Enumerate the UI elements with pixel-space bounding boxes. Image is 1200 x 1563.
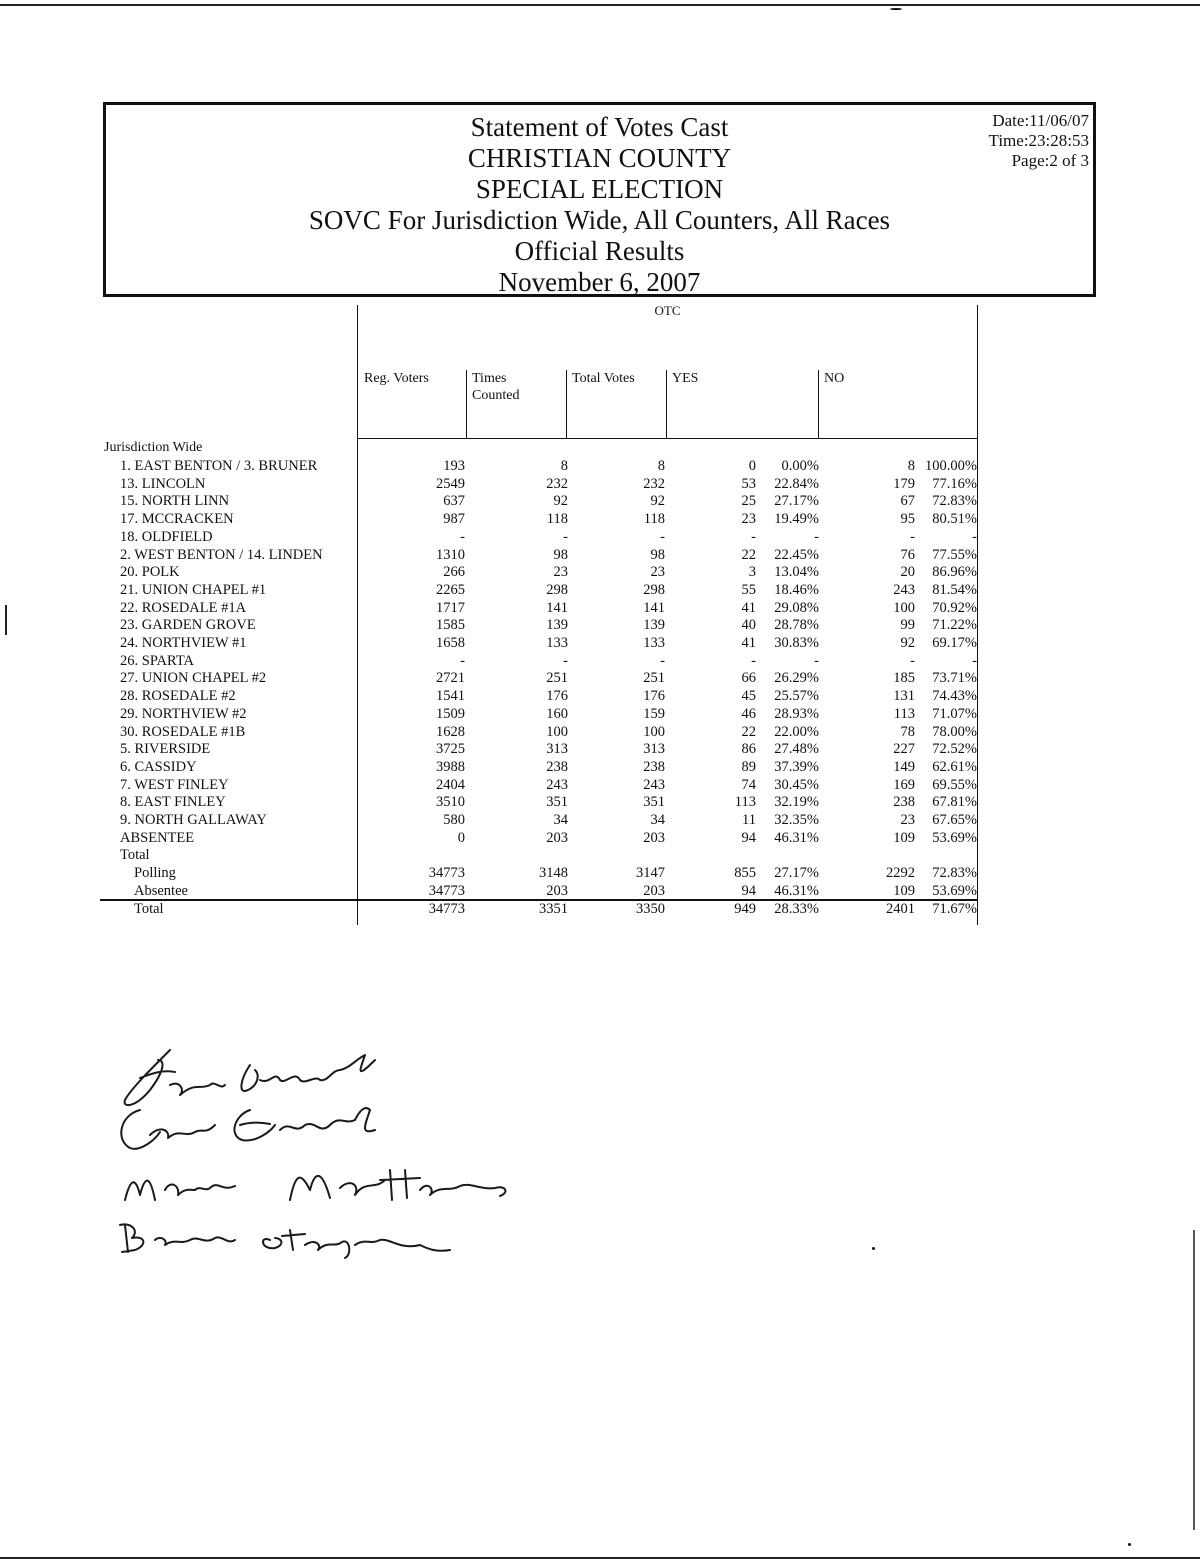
no-count-cell: 95 <box>900 511 915 527</box>
no-count-cell: 109 <box>893 883 915 899</box>
reg-voters-cell: 3988 <box>436 759 465 775</box>
no-count-cell: 2401 <box>886 901 915 917</box>
yes-percent-cell: 32.19% <box>774 794 819 810</box>
no-count-cell: 113 <box>893 706 915 722</box>
no-count-cell: 109 <box>893 830 915 846</box>
table-row <box>104 528 979 546</box>
yes-count-cell: 55 <box>741 582 756 598</box>
county-name: CHRISTIAN COUNTY <box>467 143 732 173</box>
table-row <box>104 723 979 741</box>
no-percent-cell: 77.16% <box>932 476 977 492</box>
reg-voters-cell: 1585 <box>436 617 465 633</box>
yes-percent-cell: 30.83% <box>774 635 819 651</box>
reg-voters-cell: 1310 <box>436 547 465 563</box>
no-count-cell: - <box>910 529 915 545</box>
times-counted-cell: 313 <box>546 741 568 757</box>
yes-percent-cell: 22.00% <box>774 724 819 740</box>
yes-count-cell: 89 <box>741 759 756 775</box>
total-votes-cell: - <box>660 529 665 545</box>
reg-voters-cell: 2404 <box>436 777 465 793</box>
signature-block <box>110 1040 550 1270</box>
precinct-name: 27. UNION CHAPEL #2 <box>120 670 267 686</box>
reg-voters-cell: 1717 <box>436 600 465 616</box>
no-percent-cell: - <box>972 529 977 545</box>
times-counted-cell: 3351 <box>539 901 568 917</box>
times-counted-cell: 298 <box>546 582 568 598</box>
report-title: Statement of Votes Cast <box>470 112 729 142</box>
column-header-reg-voters: Reg. Voters <box>364 371 429 386</box>
no-percent-cell: 69.55% <box>932 777 977 793</box>
table-row <box>104 864 979 882</box>
yes-percent-cell: 28.33% <box>774 901 819 917</box>
no-percent-cell: 81.54% <box>932 582 977 598</box>
total-votes-cell: 118 <box>643 511 665 527</box>
yes-percent-cell: 32.35% <box>774 812 819 828</box>
total-votes-cell: 139 <box>643 617 665 633</box>
scan-bottom-edge <box>0 1557 1200 1559</box>
no-count-cell: 20 <box>900 564 915 580</box>
table-row <box>104 793 979 811</box>
no-percent-cell: 72.83% <box>932 865 977 881</box>
no-count-cell: 76 <box>900 547 915 563</box>
header-rule <box>358 438 977 439</box>
no-percent-cell: 71.07% <box>932 706 977 722</box>
times-counted-cell: 141 <box>546 600 568 616</box>
no-percent-cell: 86.96% <box>932 564 977 580</box>
precinct-name: Polling <box>134 865 176 881</box>
precinct-name: 23. GARDEN GROVE <box>120 617 256 633</box>
column-divider <box>566 370 567 438</box>
total-votes-cell: 23 <box>650 564 665 580</box>
totals-label-text: Total <box>120 847 150 863</box>
precinct-name: 29. NORTHVIEW #2 <box>120 706 247 722</box>
no-count-cell: 92 <box>900 635 915 651</box>
times-counted-cell: 3148 <box>539 865 568 881</box>
column-header-total-votes: Total Votes <box>572 371 635 386</box>
reg-voters-cell: 1658 <box>436 635 465 651</box>
column-header-no: NO <box>824 371 845 386</box>
signature-4 <box>120 1224 450 1258</box>
yes-percent-cell: 29.08% <box>774 600 819 616</box>
table-row <box>104 740 979 758</box>
yes-percent-cell: 27.48% <box>774 741 819 757</box>
yes-percent-cell: - <box>814 529 819 545</box>
no-count-cell: 149 <box>893 759 915 775</box>
yes-percent-cell: 18.46% <box>774 582 819 598</box>
total-votes-cell: 238 <box>643 759 665 775</box>
totals-rule-thick <box>100 899 977 901</box>
total-votes-cell: 298 <box>643 582 665 598</box>
table-row <box>104 705 979 723</box>
signature-2 <box>121 1108 375 1149</box>
total-votes-cell: 243 <box>643 777 665 793</box>
yes-percent-cell: 13.04% <box>774 564 819 580</box>
times-counted-cell: 232 <box>546 476 568 492</box>
no-count-cell: 99 <box>900 617 915 633</box>
total-votes-cell: 203 <box>643 883 665 899</box>
table-row <box>104 581 979 599</box>
no-count-cell: 169 <box>893 777 915 793</box>
yes-count-cell: 949 <box>734 901 756 917</box>
report-time: Time:23:28:53 <box>988 131 1089 150</box>
reg-voters-cell: 2549 <box>436 476 465 492</box>
table-row <box>104 811 979 829</box>
times-counted-cell: 203 <box>546 830 568 846</box>
no-count-cell: 243 <box>893 582 915 598</box>
reg-voters-cell: 266 <box>443 564 465 580</box>
column-header-times-counted: Times Counted <box>472 371 520 403</box>
yes-percent-cell: 25.57% <box>774 688 819 704</box>
yes-count-cell: 11 <box>742 812 756 828</box>
times-counted-cell: 176 <box>546 688 568 704</box>
times-counted-cell: 251 <box>546 670 568 686</box>
no-percent-cell: 71.22% <box>932 617 977 633</box>
precinct-name: 13. LINCOLN <box>120 476 206 492</box>
no-percent-cell: 62.61% <box>932 759 977 775</box>
precinct-name: 7. WEST FINLEY <box>120 777 229 793</box>
times-counted-cell: 133 <box>546 635 568 651</box>
total-votes-cell: 3147 <box>636 865 665 881</box>
column-divider <box>818 370 819 438</box>
total-votes-cell: 251 <box>643 670 665 686</box>
times-counted-cell: 98 <box>553 547 568 563</box>
precinct-name: Total <box>134 901 164 917</box>
times-counted-cell: 203 <box>546 883 568 899</box>
election-date: November 6, 2007 <box>498 267 701 297</box>
no-count-cell: 179 <box>893 476 915 492</box>
table-row <box>104 882 979 900</box>
yes-percent-cell: 46.31% <box>774 883 819 899</box>
yes-count-cell: 40 <box>741 617 756 633</box>
no-count-cell: 67 <box>900 493 915 509</box>
precinct-name: 24. NORTHVIEW #1 <box>120 635 247 651</box>
no-percent-cell: 77.55% <box>932 547 977 563</box>
table-row <box>104 758 979 776</box>
yes-percent-cell: 27.17% <box>774 865 819 881</box>
yes-percent-cell: 46.31% <box>774 830 819 846</box>
table-row <box>104 492 979 510</box>
reg-voters-cell: 34773 <box>428 865 465 881</box>
yes-count-cell: 22 <box>741 724 756 740</box>
no-count-cell: 78 <box>900 724 915 740</box>
reg-voters-cell: 3725 <box>436 741 465 757</box>
times-counted-cell: 351 <box>546 794 568 810</box>
scan-speck <box>1128 1543 1131 1546</box>
precinct-name: 6. CASSIDY <box>120 759 197 775</box>
times-counted-cell: 8 <box>560 458 568 474</box>
yes-percent-cell: 19.49% <box>774 511 819 527</box>
times-counted-cell: 34 <box>553 812 568 828</box>
scan-mark <box>1193 1230 1195 1530</box>
yes-count-cell: - <box>751 653 756 669</box>
precinct-name: 5. RIVERSIDE <box>120 741 211 757</box>
precinct-name: 9. NORTH GALLAWAY <box>120 812 267 828</box>
reg-voters-cell: 34773 <box>428 883 465 899</box>
total-votes-cell: 98 <box>650 547 665 563</box>
report-header <box>103 102 1096 297</box>
yes-count-cell: 23 <box>741 511 756 527</box>
reg-voters-cell: - <box>460 529 465 545</box>
table-row <box>104 687 979 705</box>
total-votes-cell: 3350 <box>636 901 665 917</box>
precinct-name: 26. SPARTA <box>120 653 194 669</box>
no-count-cell: 185 <box>893 670 915 686</box>
no-count-cell: 100 <box>893 600 915 616</box>
no-count-cell: 23 <box>900 812 915 828</box>
election-type: SPECIAL ELECTION <box>475 174 724 204</box>
total-votes-cell: 100 <box>643 724 665 740</box>
total-votes-cell: 232 <box>643 476 665 492</box>
column-divider <box>466 370 467 438</box>
yes-count-cell: 86 <box>741 741 756 757</box>
table-row <box>104 829 979 847</box>
total-votes-cell: 92 <box>650 493 665 509</box>
yes-percent-cell: 27.17% <box>774 493 819 509</box>
total-votes-cell: - <box>660 653 665 669</box>
reg-voters-cell: 1541 <box>436 688 465 704</box>
precinct-name: 18. OLDFIELD <box>120 529 213 545</box>
yes-count-cell: 22 <box>741 547 756 563</box>
yes-count-cell: 94 <box>741 830 756 846</box>
yes-percent-cell: 28.93% <box>774 706 819 722</box>
no-count-cell: 227 <box>893 741 915 757</box>
report-scope: SOVC For Jurisdiction Wide, All Counters, All Races <box>308 205 891 235</box>
totals-label <box>104 846 979 864</box>
precinct-name: ABSENTEE <box>120 830 195 846</box>
reg-voters-cell: 193 <box>443 458 465 474</box>
signature-1 <box>125 1050 375 1105</box>
reg-voters-cell: 2721 <box>436 670 465 686</box>
page-number: Page:2 of 3 <box>1011 151 1089 170</box>
total-votes-cell: 133 <box>643 635 665 651</box>
no-percent-cell: - <box>972 653 977 669</box>
reg-voters-cell: 2265 <box>436 582 465 598</box>
yes-count-cell: 45 <box>741 688 756 704</box>
total-votes-cell: 176 <box>643 688 665 704</box>
yes-count-cell: 94 <box>741 883 756 899</box>
table-row <box>104 776 979 794</box>
table-row <box>104 510 979 528</box>
reg-voters-cell: - <box>460 653 465 669</box>
report-date: Date:11/06/07 <box>992 111 1089 130</box>
precinct-name: 20. POLK <box>120 564 180 580</box>
yes-percent-cell: 28.78% <box>774 617 819 633</box>
times-counted-cell: 139 <box>546 617 568 633</box>
yes-percent-cell: 22.45% <box>774 547 819 563</box>
table-row <box>104 475 979 493</box>
precinct-name: 17. MCCRACKEN <box>120 511 234 527</box>
reg-voters-cell: 1509 <box>436 706 465 722</box>
table-row <box>104 634 979 652</box>
yes-percent-cell: - <box>814 653 819 669</box>
no-percent-cell: 100.00% <box>925 458 977 474</box>
times-counted-cell: - <box>563 653 568 669</box>
yes-percent-cell: 0.00% <box>781 458 819 474</box>
yes-count-cell: 66 <box>741 670 756 686</box>
table-row <box>104 616 979 634</box>
table-row <box>104 546 979 564</box>
reg-voters-cell: 1628 <box>436 724 465 740</box>
yes-count-cell: 3 <box>748 564 756 580</box>
precinct-name: 2. WEST BENTON / 14. LINDEN <box>120 547 323 563</box>
times-counted-cell: 118 <box>546 511 568 527</box>
section-label: Jurisdiction Wide <box>104 440 203 455</box>
total-votes-cell: 203 <box>643 830 665 846</box>
signature-3 <box>125 1170 505 1200</box>
times-counted-cell: 100 <box>546 724 568 740</box>
total-votes-cell: 8 <box>657 458 665 474</box>
total-votes-cell: 351 <box>643 794 665 810</box>
yes-count-cell: - <box>751 529 756 545</box>
times-counted-cell: 23 <box>553 564 568 580</box>
times-counted-cell: - <box>563 529 568 545</box>
yes-percent-cell: 37.39% <box>774 759 819 775</box>
yes-count-cell: 41 <box>741 635 756 651</box>
reg-voters-cell: 580 <box>443 812 465 828</box>
no-count-cell: - <box>910 653 915 669</box>
yes-count-cell: 74 <box>741 777 756 793</box>
column-divider <box>666 370 667 438</box>
no-percent-cell: 69.17% <box>932 635 977 651</box>
table-row <box>104 900 979 918</box>
no-percent-cell: 80.51% <box>932 511 977 527</box>
results-status: Official Results <box>514 236 685 266</box>
precinct-name: 15. NORTH LINN <box>120 493 230 509</box>
no-percent-cell: 71.67% <box>932 901 977 917</box>
times-counted-cell: 160 <box>546 706 568 722</box>
precinct-name: Absentee <box>134 883 188 899</box>
table-row <box>104 669 979 687</box>
no-percent-cell: 78.00% <box>932 724 977 740</box>
yes-count-cell: 855 <box>734 865 756 881</box>
precinct-name: 30. ROSEDALE #1B <box>120 724 246 740</box>
no-percent-cell: 72.83% <box>932 493 977 509</box>
no-percent-cell: 67.81% <box>932 794 977 810</box>
precinct-name: 8. EAST FINLEY <box>120 794 226 810</box>
scan-top-edge <box>0 4 1200 6</box>
scan-speck <box>872 1247 875 1250</box>
no-percent-cell: 67.65% <box>932 812 977 828</box>
no-count-cell: 8 <box>907 458 915 474</box>
yes-percent-cell: 22.84% <box>774 476 819 492</box>
reg-voters-cell: 637 <box>443 493 465 509</box>
yes-count-cell: 41 <box>741 600 756 616</box>
no-percent-cell: 70.92% <box>932 600 977 616</box>
scan-speck <box>890 8 902 10</box>
yes-count-cell: 0 <box>748 458 756 474</box>
total-votes-cell: 141 <box>643 600 665 616</box>
no-percent-cell: 74.43% <box>932 688 977 704</box>
table-row <box>104 563 979 581</box>
contest-label: OTC <box>654 303 681 318</box>
no-percent-cell: 72.52% <box>932 741 977 757</box>
precinct-name: 28. ROSEDALE #2 <box>120 688 236 704</box>
no-percent-cell: 53.69% <box>932 830 977 846</box>
table-row <box>104 599 979 617</box>
scan-mark <box>5 605 7 635</box>
column-header-yes: YES <box>672 371 699 386</box>
times-counted-cell: 243 <box>546 777 568 793</box>
no-count-cell: 131 <box>893 688 915 704</box>
no-count-cell: 238 <box>893 794 915 810</box>
table-row <box>104 457 979 475</box>
no-percent-cell: 73.71% <box>932 670 977 686</box>
precinct-name: 21. UNION CHAPEL #1 <box>120 582 267 598</box>
total-votes-cell: 313 <box>643 741 665 757</box>
report-meta <box>989 111 1089 171</box>
total-votes-cell: 34 <box>650 812 665 828</box>
no-percent-cell: 53.69% <box>932 883 977 899</box>
no-count-cell: 2292 <box>886 865 915 881</box>
yes-percent-cell: 30.45% <box>774 777 819 793</box>
reg-voters-cell: 34773 <box>428 901 465 917</box>
precinct-name: 22. ROSEDALE #1A <box>120 600 247 616</box>
reg-voters-cell: 987 <box>443 511 465 527</box>
total-votes-cell: 159 <box>643 706 665 722</box>
yes-count-cell: 53 <box>741 476 756 492</box>
table-row <box>104 652 979 670</box>
times-counted-cell: 92 <box>553 493 568 509</box>
yes-count-cell: 46 <box>741 706 756 722</box>
yes-percent-cell: 26.29% <box>774 670 819 686</box>
yes-count-cell: 113 <box>734 794 756 810</box>
yes-count-cell: 25 <box>741 493 756 509</box>
reg-voters-cell: 0 <box>457 830 465 846</box>
times-counted-cell: 238 <box>546 759 568 775</box>
reg-voters-cell: 3510 <box>436 794 465 810</box>
precinct-name: 1. EAST BENTON / 3. BRUNER <box>120 458 318 474</box>
